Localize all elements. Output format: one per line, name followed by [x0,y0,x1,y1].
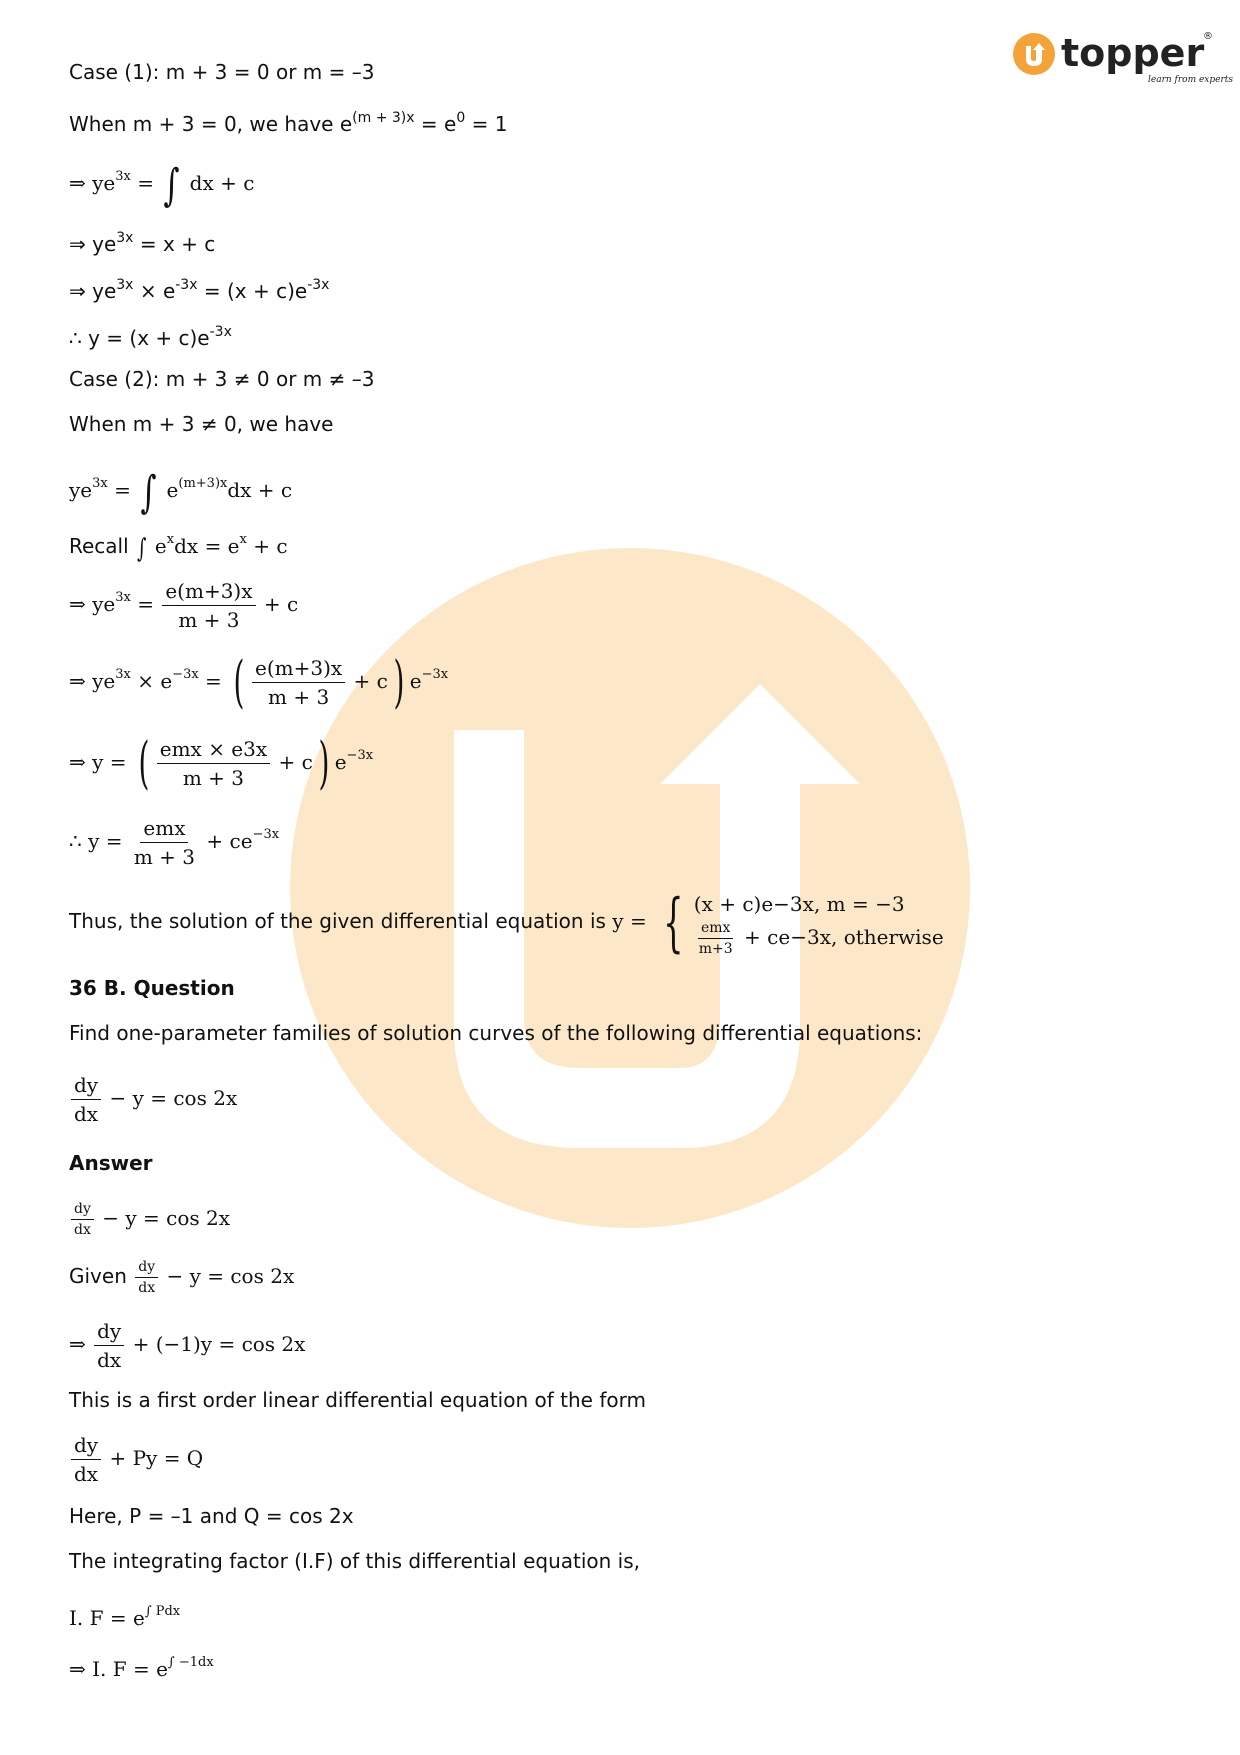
integrating-factor-substituted: ⇒ I. $F = e^{\int -1dx}$ [69,1655,214,1681]
recall-line: Recall ∫ $e^xdx = e^x + c$ [69,532,288,564]
integrating-factor-formula: I. $F = e^{\int Pdx}$ [69,1604,181,1630]
case-2-line: Case (2): m + 3 ≠ 0 or m ≠ –3 [69,367,375,391]
linear-form-equation: $\frac{dy}{dx}$ + Py = Q [69,1430,203,1486]
question-heading: 36 B. Question [69,976,235,1000]
answer-equation: $\frac{dy}{dx}$ − y = cos 2x [69,1196,230,1240]
question-text: Find one-parameter families of solution curves of the following differential equations: [69,1021,923,1045]
solution-summary: Thus, the solution of the given differential equation is y = { (x + c)e−3x, m = −3 $\frac{\text{emx}}{m+3}$ + ce−3x, otherwise [69,885,944,960]
brand-logo [1013,26,1234,92]
p-q-values: Here, P = –1 and Q = cos 2x [69,1504,354,1528]
rearranged-equation: ⇒ $\frac{dy}{dx}$ + (−1)y = cos 2x [69,1319,306,1372]
case-1-exponent-line: When m + 3 = 0, we have $e^{(m + 3)x} = e^0 = 1$ [69,110,508,136]
fraction-line-3: ⇒ y = ( $\frac{\text{emx × e3x}}{m + 3}$ + c) $e^{-3x}$ [69,730,374,796]
fraction-line-1: ⇒ $ye^{3x}$ = $\frac{e(m+3)x}{m + 3}$ + c [69,579,299,632]
integrating-factor-intro: The integrating factor (I.F) of this differential equation is, [69,1549,640,1573]
integral-line-1: ⇒ $ye^{3x}$ = ∫ dx + c [69,160,255,211]
integral-line-2: $ye^{3x}$ = ∫ $e^{(m+3)x}dx + c$ [69,467,293,518]
case-1-line: Case (1): m + 3 = 0 or m = –3 [69,60,375,84]
case-1-result: ∴ $y = (x + c)e^{-3x}$ [69,324,232,350]
equation-line-multiply: ⇒ $ye^{3x} \times e^{-3x} = (x + c)e^{-3x}$ [69,277,330,303]
answer-heading: Answer [69,1151,153,1175]
logo-tagline: learn from experts [1148,75,1234,85]
logo-brand-text: topper [1061,31,1205,75]
logo-registered-mark: ® [1203,31,1213,42]
given-line: Given $\frac{dy}{dx}$ − y = cos 2x [69,1259,295,1296]
case-2-intro: When m + 3 ≠ 0, we have [69,412,334,436]
fraction-line-2: ⇒ $ye^{3x} \times e^{-3x}$ = ( $\frac{e(m+3)x}{m + 3}$ + c) $e^{-3x}$ [69,649,449,715]
linear-form-intro: This is a first order linear differential equation of the form [69,1388,646,1412]
question-equation: $\frac{dy}{dx}$ − y = cos 2x [69,1070,237,1126]
equation-line-yx: ⇒ $ye^{3x} = x + c$ [69,230,216,256]
case-2-result: ∴ y = $\frac{\text{emx}}{m + 3}$ + $ce^{-3x}$ [69,816,280,869]
logo-circle-icon [1013,33,1055,75]
